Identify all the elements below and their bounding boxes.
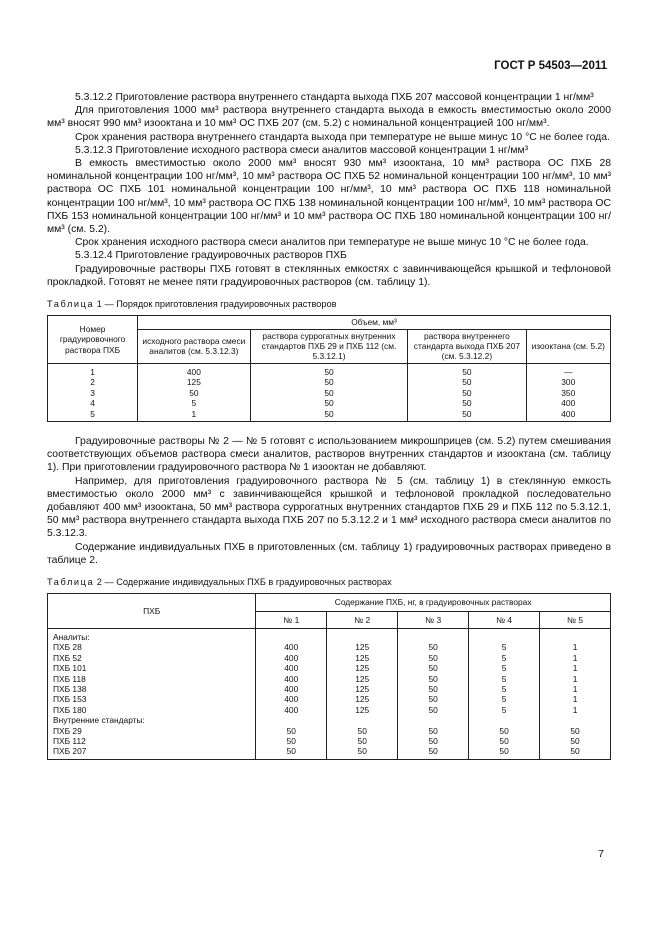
page-number: 7: [598, 848, 604, 860]
table-cell: 125: [138, 377, 251, 387]
table-cell: ПХБ 138: [48, 684, 256, 694]
table-cell: ПХБ 28: [48, 642, 256, 652]
table-cell: ПХБ 180: [48, 705, 256, 715]
table-cell: 400: [256, 642, 327, 652]
table-cell: 400: [526, 409, 610, 422]
table-cell: —: [526, 363, 610, 377]
table2-caption-word: Таблица: [47, 576, 95, 587]
table-cell: 3: [48, 388, 138, 398]
table-row: [48, 684, 611, 694]
table-cell: 5: [469, 684, 540, 694]
table-cell: 50: [250, 377, 408, 387]
table-cell: 50: [327, 726, 398, 736]
table-cell: 50: [398, 726, 469, 736]
table2-subheader: № 4: [469, 611, 540, 628]
table-row: [48, 398, 611, 408]
table-cell: 50: [398, 674, 469, 684]
table-cell: 300: [526, 377, 610, 387]
table2-caption: [47, 576, 611, 589]
table-cell: 50: [540, 736, 611, 746]
table-cell: 50: [327, 736, 398, 746]
table-cell: 50: [398, 705, 469, 715]
table2-subheader: № 5: [540, 611, 611, 628]
table-cell: 50: [398, 736, 469, 746]
table-cell: 1: [540, 705, 611, 715]
table-cell: 50: [250, 409, 408, 422]
table-cell: 50: [540, 726, 611, 736]
table-cell: 400: [526, 398, 610, 408]
table-cell: 50: [408, 388, 526, 398]
table1-caption-word: Таблица: [47, 299, 95, 310]
table-cell: 1: [540, 642, 611, 652]
table1-subheader: исходного раствора смеси аналитов (см. 5.3.12.3): [138, 329, 251, 363]
table-cell: ПХБ 207: [48, 746, 256, 759]
table-cell: 5: [48, 409, 138, 422]
table-cell: 125: [327, 674, 398, 684]
table-cell: 5: [138, 398, 251, 408]
table1-caption-text: 1 — Порядок приготовления градуировочных растворов: [96, 299, 337, 310]
table-cell: 50: [250, 398, 408, 408]
table-cell: 125: [327, 705, 398, 715]
table-cell: 1: [138, 409, 251, 422]
table-cell: 400: [256, 653, 327, 663]
paragraph-5-3-12-4-title: 5.3.12.4 Приготовление градуировочных растворов ПХБ: [75, 250, 347, 262]
table-cell: 50: [398, 642, 469, 652]
table-cell: 400: [256, 694, 327, 704]
table-cell: 1: [48, 363, 138, 377]
table-cell: 5: [469, 674, 540, 684]
table1-header-number: Номер градуировочного раствора ПХБ: [48, 316, 138, 364]
table-row: [48, 388, 611, 398]
table-cell: 50: [469, 736, 540, 746]
table2-caption-text: 2 — Содержание индивидуальных ПХБ в градуировочных растворах: [96, 576, 392, 587]
table2-header-content: Содержание ПХБ, нг, в градуировочных растворах: [256, 594, 611, 611]
table-row: [48, 705, 611, 715]
table-cell: 5: [469, 705, 540, 715]
table2-subheader: № 2: [327, 611, 398, 628]
table-cell: 50: [408, 377, 526, 387]
table2-subheader: № 1: [256, 611, 327, 628]
table-cell: ПХБ 153: [48, 694, 256, 704]
table-cell: 4: [48, 398, 138, 408]
table2-subheader: № 3: [398, 611, 469, 628]
table-cell: 50: [408, 398, 526, 408]
table-cell: 1: [540, 653, 611, 663]
table-row: [48, 642, 611, 652]
table-cell: 50: [398, 653, 469, 663]
page-content: [47, 91, 611, 760]
table-cell: 50: [256, 726, 327, 736]
table-cell: 50: [398, 694, 469, 704]
paragraph-analyte-mixture-prep: В емкость вместимостью около 2000 мм³ вносят 930 мм³ изооктана, 10 мм³ раствора ОС ПХБ 28 номинальной концентрации 100 нг/мм³, 10 мм³ раствора ОС ПХБ 52 номинальной концентрации 100 нг/мм³, 10 мм³ раствора ОС ПХБ 101 номинальной концентрации 100 нг/мм³, 10 мм³ раствора ОС ПХБ 118 номинальной концентрации 100 нг/мм³, 10 мм³ раствора ОС ПХБ 138 номинальной концентрации 100 нг/мм³, 10 мм³ раствора ОС ПХБ 153 номинальной концентрации 100 нг/мм³ и 10 мм³ раствора ОС ПХБ 180 номинальной концентрации 100 нг/мм³ (см. 5.2).: [47, 158, 611, 236]
table-cell: 1: [540, 684, 611, 694]
table-cell: 5: [469, 663, 540, 673]
table-cell: 50: [256, 746, 327, 759]
document-id: ГОСТ Р 54503—2011: [494, 60, 607, 72]
table-cell: 50: [408, 409, 526, 422]
paragraph-analyte-mixture-storage: Срок хранения исходного раствора смеси аналитов при температуре не выше минус 10 °С не более года.: [75, 237, 589, 249]
table2-group-standards: Внутренние стандарты:: [48, 715, 256, 725]
table1-subheader: раствора внутреннего стандарта выхода ПХБ 207 (см. 5.3.12.2): [408, 329, 526, 363]
table-cell: 1: [540, 663, 611, 673]
table-row: [48, 363, 611, 377]
table-cell: 2: [48, 377, 138, 387]
table-row: [48, 409, 611, 422]
table-cell: 125: [327, 684, 398, 694]
table-cell: ПХБ 118: [48, 674, 256, 684]
paragraph-calibration-mixing: Градуировочные растворы № 2 — № 5 готовят с использованием микрошприцев (см. 5.2) путем смешивания соответствующих объемов раствора смеси аналитов, растворов внутренних стандартов и изооктана (см. таблицу 1). При приготовлении градуировочного раствора № 1 изооктан не добавляют.: [47, 435, 611, 474]
table1-subheader: раствора суррогатных внутренних стандартов ПХБ 29 и ПХБ 112 (см. 5.3.12.1): [250, 329, 408, 363]
table-cell: 125: [327, 694, 398, 704]
table-cell: 5: [469, 653, 540, 663]
paragraph-5-3-12-2-title: 5.3.12.2 Приготовление раствора внутреннего стандарта выхода ПХБ 207 массовой концентрации 1 нг/мм³: [75, 92, 594, 103]
table-cell: 400: [138, 363, 251, 377]
table-cell: 50: [250, 363, 408, 377]
table-cell: 400: [256, 684, 327, 694]
table-cell: ПХБ 29: [48, 726, 256, 736]
table-cell: 50: [138, 388, 251, 398]
table-cell: 50: [469, 726, 540, 736]
table-row: [48, 663, 611, 673]
paragraph-5-3-12-3-title: 5.3.12.3 Приготовление исходного раствора смеси аналитов массовой концентрации 1 нг/мм³: [75, 144, 529, 156]
table-cell: 5: [469, 694, 540, 704]
table-row: [48, 694, 611, 704]
table-row: [48, 377, 611, 387]
paragraph-table2-reference: Содержание индивидуальных ПХБ в приготовленных (см. таблицу 1) градуировочных растворах приведено в таблице 2.: [47, 541, 611, 566]
table-cell: 50: [398, 684, 469, 694]
paragraph-internal-standard-storage: Срок хранения раствора внутреннего стандарта выхода при температуре не выше минус 10 °С не более года.: [75, 131, 610, 143]
table-cell: 400: [256, 674, 327, 684]
table-cell: 125: [327, 663, 398, 673]
table-cell: ПХБ 112: [48, 736, 256, 746]
table-cell: 50: [327, 746, 398, 759]
table-cell: 125: [327, 642, 398, 652]
table-cell: ПХБ 101: [48, 663, 256, 673]
table-cell: 50: [408, 363, 526, 377]
table-cell: 400: [256, 705, 327, 715]
table-cell: 50: [256, 736, 327, 746]
table-cell: 350: [526, 388, 610, 398]
table-cell: 400: [256, 663, 327, 673]
table-cell: 50: [540, 746, 611, 759]
table-row: [48, 726, 611, 736]
table1: [47, 315, 611, 422]
table1-subheader: изооктана (см. 5.2): [526, 329, 610, 363]
table1-caption: [47, 298, 611, 311]
table-row: [48, 736, 611, 746]
paragraph-calibration-example: Например, для приготовления градуировочного раствора № 5 (см. таблицу 1) в стеклянную емкость вместимостью около 2000 мм³ с завинчивающейся крышкой и тефлоновой прокладкой последовательно добавляют 400 мм³ изооктана, 50 мм³ раствора суррогатных внутренних стандартов ПХБ 29 и ПХБ 112 по 5.3.12.1, 50 мм³ раствора внутреннего стандарта выхода ПХБ 207 по 5.3.12.2 и 1 мм³ исходного раствора смеси аналитов по 5.3.12.3.: [47, 475, 611, 540]
table-cell: 50: [398, 663, 469, 673]
table-cell: 50: [469, 746, 540, 759]
table2: [47, 593, 611, 760]
table1-header-volume: Объем, мм³: [138, 316, 611, 329]
table-cell: 50: [398, 746, 469, 759]
table-row: [48, 653, 611, 663]
table-row: [48, 628, 611, 642]
table-cell: 50: [250, 388, 408, 398]
paragraph-internal-standard-prep: Для приготовления 1000 мм³ раствора внутреннего стандарта выхода в емкость вместимостью около 2000 мм³ вносят 990 мм³ изооктана и 10 мм³ ОС ПХБ 207 (см. 5.2) с номинальной концентрацией 100 нг/мм³.: [47, 105, 611, 130]
table2-header-pcb: ПХБ: [48, 594, 256, 629]
table-row: [48, 674, 611, 684]
table-cell: ПХБ 52: [48, 653, 256, 663]
table-cell: 1: [540, 694, 611, 704]
table-cell: 5: [469, 642, 540, 652]
table-row: [48, 746, 611, 759]
table-row: [48, 715, 611, 725]
table-cell: 1: [540, 674, 611, 684]
table2-group-analytes: Аналиты:: [48, 628, 256, 642]
table-cell: 125: [327, 653, 398, 663]
paragraph-calibration-prep: Градуировочные растворы ПХБ готовят в стеклянных емкостях с завинчивающейся крышкой и тефлоновой прокладкой. Готовят не менее пяти градуировочных растворов (см. таблицу 1).: [47, 263, 611, 288]
